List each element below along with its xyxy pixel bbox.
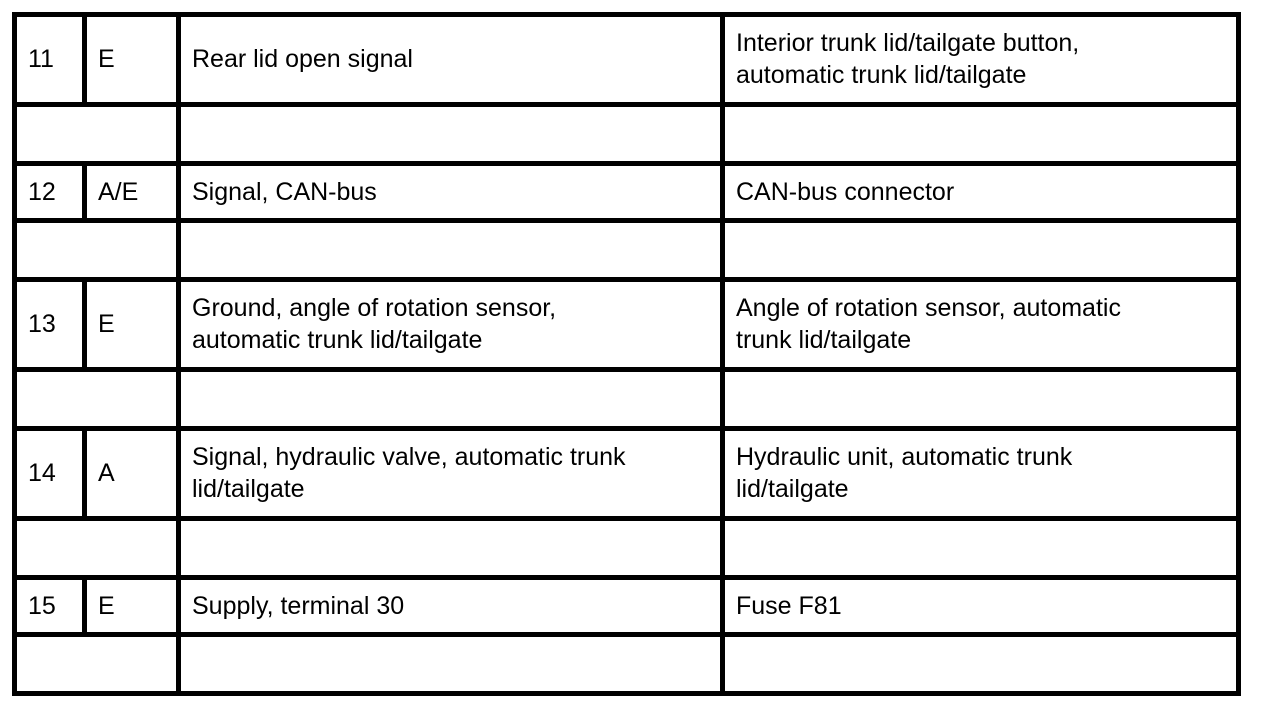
description-cell: Supply, terminal 30 [179, 577, 723, 634]
description-cell: Ground, angle of rotation sensor, automatic trunk lid/tailgate [179, 280, 723, 370]
empty-cell [15, 369, 179, 428]
empty-cell [179, 634, 723, 693]
direction-cell: E [85, 15, 179, 105]
spacer-row [15, 369, 1239, 428]
connection-cell: Hydraulic unit, automatic trunk lid/tailgate [723, 428, 1239, 518]
direction-cell: A [85, 428, 179, 518]
description-cell: Rear lid open signal [179, 15, 723, 105]
spacer-row [15, 220, 1239, 279]
pin-number-cell: 14 [15, 428, 85, 518]
description-cell: Signal, hydraulic valve, automatic trunk lid/tailgate [179, 428, 723, 518]
pin-assignment-table [12, 12, 1241, 696]
empty-cell [723, 518, 1239, 577]
table-row [15, 15, 1239, 105]
empty-cell [723, 634, 1239, 693]
table-row [15, 280, 1239, 370]
pin-number-cell: 11 [15, 15, 85, 105]
empty-cell [15, 518, 179, 577]
table-row [15, 163, 1239, 220]
direction-cell: A/E [85, 163, 179, 220]
connection-cell: Fuse F81 [723, 577, 1239, 634]
empty-cell [15, 634, 179, 693]
direction-cell: E [85, 577, 179, 634]
description-cell: Signal, CAN-bus [179, 163, 723, 220]
connection-cell: Interior trunk lid/tailgate button, automatic trunk lid/tailgate [723, 15, 1239, 105]
empty-cell [179, 104, 723, 163]
direction-cell: E [85, 280, 179, 370]
empty-cell [179, 220, 723, 279]
empty-cell [179, 518, 723, 577]
table-row [15, 428, 1239, 518]
connection-cell: CAN-bus connector [723, 163, 1239, 220]
spacer-row [15, 104, 1239, 163]
empty-cell [15, 104, 179, 163]
table-row [15, 577, 1239, 634]
empty-cell [723, 104, 1239, 163]
empty-cell [179, 369, 723, 428]
connection-cell: Angle of rotation sensor, automatic trunk lid/tailgate [723, 280, 1239, 370]
spacer-row [15, 634, 1239, 693]
empty-cell [723, 369, 1239, 428]
pin-number-cell: 15 [15, 577, 85, 634]
empty-cell [723, 220, 1239, 279]
empty-cell [15, 220, 179, 279]
spacer-row [15, 518, 1239, 577]
pin-number-cell: 12 [15, 163, 85, 220]
pin-number-cell: 13 [15, 280, 85, 370]
